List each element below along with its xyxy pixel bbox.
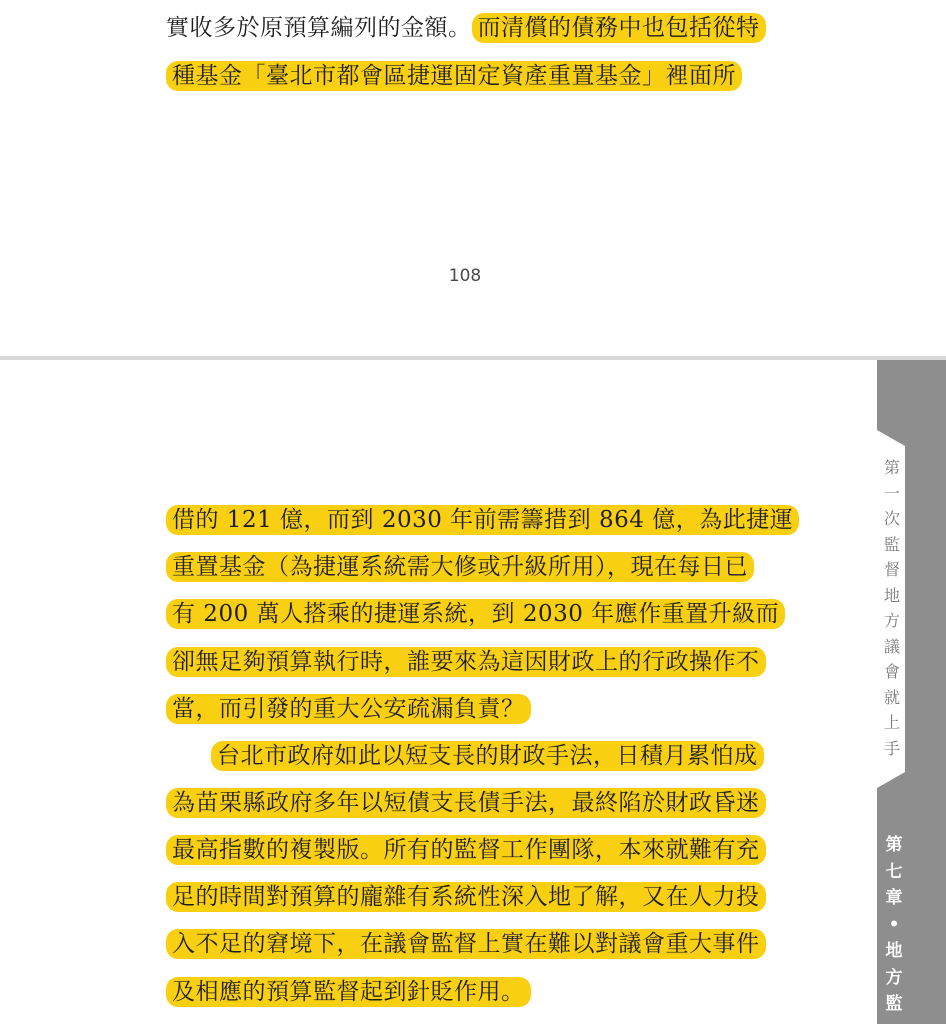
highlighted-text: 台北市政府如此以短支長的財政手法，日積月累怕成	[211, 741, 764, 771]
highlighted-text: 當，而引發的重大公安疏漏負責？	[166, 694, 531, 724]
book-title-char: 地	[883, 585, 900, 605]
highlighted-text: 為苗栗縣政府多年以短債支長債手法，最終陷於財政昏迷	[166, 788, 766, 818]
chapter-char: 監	[885, 994, 903, 1014]
chapter-char: 七	[885, 861, 903, 882]
chapter-title-vertical	[877, 832, 911, 1018]
book-title-char: 一	[883, 483, 900, 503]
text-line	[166, 503, 799, 537]
plain-text: 實收多於原預算編列的金額。	[166, 15, 472, 41]
chapter-char: 地	[885, 941, 903, 961]
book-title-char: 手	[883, 738, 900, 758]
text-line	[166, 927, 766, 961]
text-line	[166, 645, 766, 679]
book-title-char: 就	[883, 687, 900, 707]
highlighted-text: 借的 121 億，而到 2030 年前需籌措到 864 億，為此捷運	[166, 505, 799, 535]
book-title-char: 方	[883, 611, 900, 630]
highlighted-text: 入不足的窘境下，在議會監督上實在難以對議會重大事件	[166, 929, 766, 959]
text-line	[166, 692, 531, 726]
highlighted-text: 及相應的預算監督起到針貶作用。	[166, 977, 531, 1007]
text-line	[166, 597, 785, 631]
highlighted-text: 足的時間對預算的龐雜有系統性深入地了解，又在人力投	[166, 882, 766, 912]
book-title-char: 第	[883, 458, 900, 477]
book-title-char: 次	[883, 509, 900, 528]
text-line	[166, 59, 742, 93]
chapter-char: •	[888, 914, 900, 935]
chapter-char: 章	[885, 888, 903, 908]
text-line	[166, 550, 754, 584]
book-title-vertical	[877, 455, 907, 761]
highlighted-text: 而清償的債務中也包括從特	[472, 13, 766, 43]
highlighted-text: 卻無足夠預算執行時，誰要來為這因財政上的行政操作不	[166, 647, 766, 677]
chapter-side-tab	[877, 360, 946, 1024]
text-line	[166, 786, 766, 820]
chapter-char: 第	[885, 835, 903, 855]
text-line	[166, 975, 531, 1009]
highlighted-text: 有 200 萬人搭乘的捷運系統，到 2030 年應作重置升級而	[166, 599, 785, 629]
top-page	[0, 0, 946, 356]
text-line	[166, 11, 766, 45]
text-line	[166, 880, 766, 914]
book-title-char: 議	[883, 636, 900, 656]
book-title-char: 會	[883, 662, 900, 681]
text-line	[211, 739, 764, 773]
text-line	[166, 833, 766, 867]
book-title-char: 上	[883, 713, 900, 732]
book-title-char: 監	[883, 534, 900, 554]
highlighted-text: 重置基金（為捷運系統需大修或升級所用），現在每日已	[166, 552, 754, 582]
highlighted-text: 種基金「臺北市都會區捷運固定資產重置基金」裡面所	[166, 61, 742, 91]
page-number: 108	[448, 266, 482, 286]
highlighted-text: 最高指數的複製版。所有的監督工作團隊，本來就難有充	[166, 835, 766, 865]
book-title-char: 督	[883, 560, 900, 579]
chapter-char: 方	[885, 967, 903, 988]
